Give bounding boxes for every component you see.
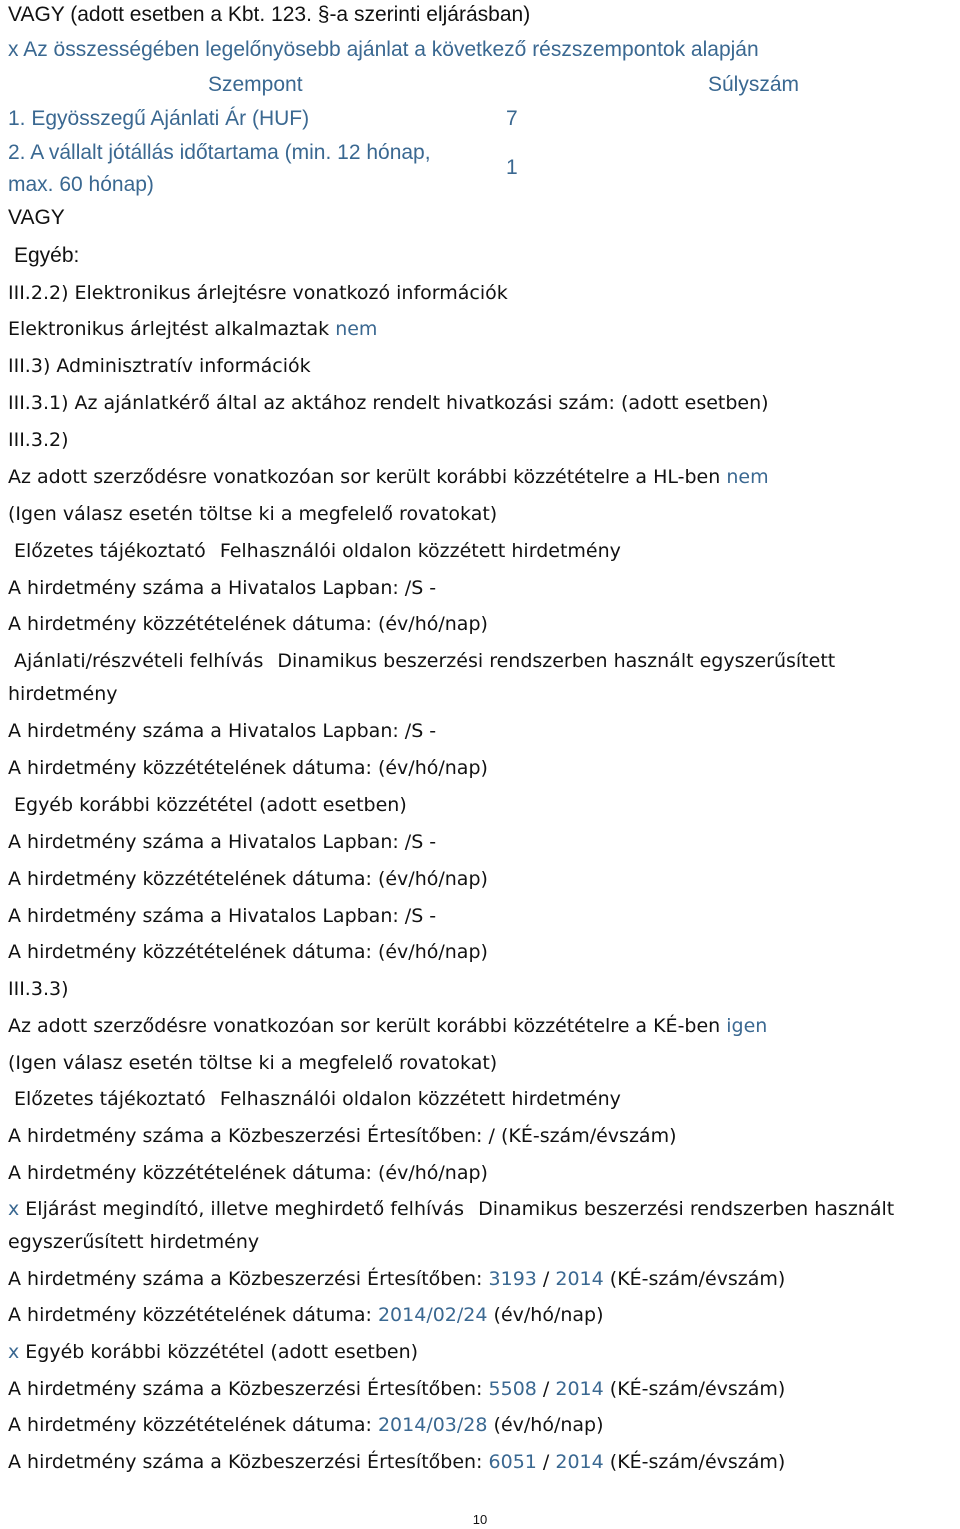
checkbox-mark: x xyxy=(8,38,19,61)
criteria-weight-2: 1 xyxy=(506,156,518,179)
hl-option-2: Ajánlati/részvételi felhívás Dinamikus beszerzési rendszerben használt egyszerűsített xyxy=(14,650,836,672)
section-33-title: III.3) Adminisztratív információk xyxy=(8,355,311,377)
hl-question: Az adott szerződésre vonatkozóan sor került korábbi közzétételre a HL-ben nem xyxy=(8,466,769,488)
criteria-row-2-line1: 2. A vállalt jótállás időtartama (min. 12 hónap, xyxy=(8,141,431,164)
hl-option-1: Előzetes tájékoztató Felhasználói oldalon közzétett hirdetmény xyxy=(14,540,621,562)
page-number: 10 xyxy=(472,1512,488,1527)
section-333: III.3.3) xyxy=(8,978,69,1000)
section-331: III.3.1) Az ajánlatkérő által az aktához rendelt hivatkozási szám: (adott esetben) xyxy=(8,392,769,414)
checkbox-mark: x xyxy=(8,1198,20,1220)
top-line-1: VAGY (adott esetben a Kbt. 123. §-a szerinti eljárásban) xyxy=(8,3,531,26)
section-332: III.3.2) xyxy=(8,429,69,451)
checkbox-mark: x xyxy=(8,1341,20,1363)
egyeb-label: Egyéb: xyxy=(14,244,80,267)
hl-num-2: A hirdetmény száma a Hivatalos Lapban: /S - xyxy=(8,720,437,742)
hl-num-3: A hirdetmény száma a Hivatalos Lapban: /S - xyxy=(8,831,437,853)
ke-date-2: A hirdetmény közzétételének dátuma: 2014/02/24 (év/hó/nap) xyxy=(8,1304,604,1326)
hl-num-4: A hirdetmény száma a Hivatalos Lapban: /S - xyxy=(8,905,437,927)
ke-date-3: A hirdetmény közzétételének dátuma: 2014/03/28 (év/hó/nap) xyxy=(8,1414,604,1436)
hl-num-1: A hirdetmény száma a Hivatalos Lapban: /S - xyxy=(8,577,437,599)
hl-date-3: A hirdetmény közzétételének dátuma: (év/hó/nap) xyxy=(8,868,488,890)
eauction-value: nem xyxy=(335,318,378,340)
ke-question: Az adott szerződésre vonatkozóan sor került korábbi közzétételre a KÉ-ben igen xyxy=(8,1015,768,1037)
section-322-text: Elektronikus árlejtést alkalmaztak nem xyxy=(8,318,378,340)
criteria-header-szempont: Szempont xyxy=(208,73,303,96)
vagy-label: VAGY xyxy=(8,206,65,229)
hl-date-1: A hirdetmény közzétételének dátuma: (év/hó/nap) xyxy=(8,613,488,635)
hl-date-4: A hirdetmény közzétételének dátuma: (év/hó/nap) xyxy=(8,941,488,963)
ke-num-1: A hirdetmény száma a Közbeszerzési Értesítőben: / (KÉ-szám/évszám) xyxy=(8,1125,677,1147)
ke-option-3: x Egyéb korábbi közzététel (adott esetben) xyxy=(8,1341,419,1363)
ke-hint: (Igen válasz esetén töltse ki a megfelelő rovatokat) xyxy=(8,1052,498,1074)
criteria-text: Az összességében legelőnyösebb ajánlat a következő részszempontok alapján xyxy=(23,38,759,61)
ke-option-1: Előzetes tájékoztató Felhasználói oldalon közzétett hirdetmény xyxy=(14,1088,621,1110)
hl-answer: nem xyxy=(726,466,769,488)
criteria-row-2-line2: max. 60 hónap) xyxy=(8,173,154,196)
criteria-row-1: 1. Egyösszegű Ajánlati Ár (HUF) xyxy=(8,107,310,130)
hl-date-2: A hirdetmény közzétételének dátuma: (év/hó/nap) xyxy=(8,757,488,779)
ke-option-2-cont: egyszerűsített hirdetmény xyxy=(8,1231,260,1253)
ke-date-1: A hirdetmény közzétételének dátuma: (év/hó/nap) xyxy=(8,1162,488,1184)
criteria-weight-1: 7 xyxy=(506,107,518,130)
ke-answer: igen xyxy=(726,1015,768,1037)
criteria-header-sulyszam: Súlyszám xyxy=(708,73,800,96)
top-line-2 xyxy=(8,39,759,61)
hl-option-3: Egyéb korábbi közzététel (adott esetben) xyxy=(14,794,407,816)
hl-hint: (Igen válasz esetén töltse ki a megfelelő rovatokat) xyxy=(8,503,498,525)
ke-option-2: x Eljárást megindító, illetve meghirdető felhívás Dinamikus beszerzési rendszerben használt xyxy=(8,1198,895,1220)
hl-option-2-cont: hirdetmény xyxy=(8,683,118,705)
section-322-title: III.2.2) Elektronikus árlejtésre vonatkozó információk xyxy=(8,282,508,304)
ke-num-2: A hirdetmény száma a Közbeszerzési Értesítőben: 3193 / 2014 (KÉ-szám/évszám) xyxy=(8,1268,786,1290)
ke-num-4: A hirdetmény száma a Közbeszerzési Értesítőben: 6051 / 2014 (KÉ-szám/évszám) xyxy=(8,1451,786,1473)
ke-num-3: A hirdetmény száma a Közbeszerzési Értesítőben: 5508 / 2014 (KÉ-szám/évszám) xyxy=(8,1378,786,1400)
